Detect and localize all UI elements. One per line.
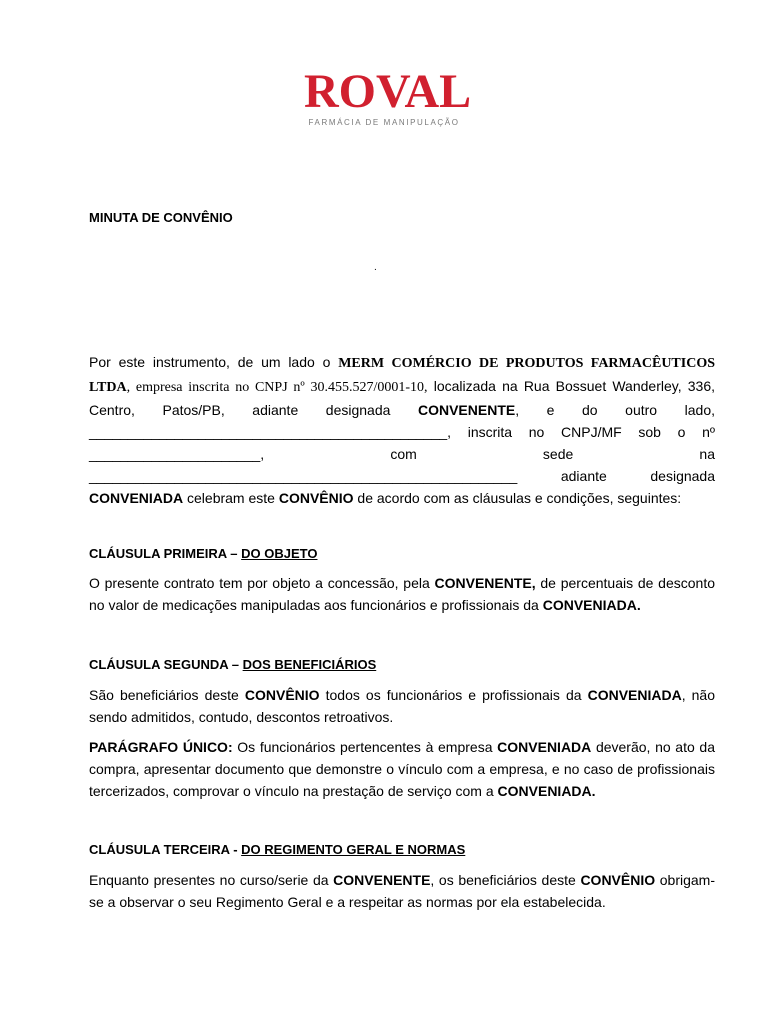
logo-wordmark: ROVAL [304,65,472,118]
clause2-body: São beneficiários deste CONVÊNIO todos os funcionários e profissionais da CONVENIADA, não sendo admitidos, contudo, descontos retroativos. [89,687,715,725]
logo-subtitle: FARMÁCIA DE MANIPULAÇÃO [308,118,460,127]
stray-dot: . [374,262,377,273]
roval-logo [304,64,472,136]
clause1-heading: CLÁUSULA PRIMEIRA – DO OBJETO [89,546,318,561]
clause3-heading: CLÁUSULA TERCEIRA - DO REGIMENTO GERAL E NORMAS [89,842,466,857]
document-title: MINUTA DE CONVÊNIO [89,210,233,225]
clause2-heading: CLÁUSULA SEGUNDA – DOS BENEFICIÁRIOS [89,657,377,672]
intro-paragraph: Por este instrumento, de um lado o MERM COMÉRCIO DE PRODUTOS FARMACÊUTICOS LTDA, empresa inscrita no CNPJ nº 30.455.527/0001-10, localizada na Rua Bossuet Wanderley, 336, Centro, Patos/PB, adiante designada CONVENENTE, e do outro lado, ______________________________________________, inscrita no CNPJ/MF sob o nº ______________________, com sede na _______________________________________________________ adiante designada CONVENIADA celebram este CONVÊNIO de acordo com as cláusulas e condições, seguintes: [89,354,715,506]
clause3-body: Enquanto presentes no curso/serie da CONVENENTE, os beneficiários deste CONVÊNIO obrigam-se a observar o seu Regimento Geral e a respeitar as normas por ela estabelecida. [89,872,715,910]
clause1-body: O presente contrato tem por objeto a concessão, pela CONVENENTE, de percentuais de desconto no valor de medicações manipuladas aos funcionários e profissionais da CONVENIADA. [89,575,715,613]
paragrafo-unico: PARÁGRAFO ÚNICO: Os funcionários pertencentes à empresa CONVENIADA deverão, no ato da compra, apresentar documento que demonstre o vínculo com a empresa, e no caso de profissionais tercerizados, comprovar o vínculo na prestação de serviço com a CONVENIADA. [89,739,716,799]
company-name: MERM COMÉRCIO DE PRODUTOS FARMACÊUTICOS LTDA [89,356,715,395]
